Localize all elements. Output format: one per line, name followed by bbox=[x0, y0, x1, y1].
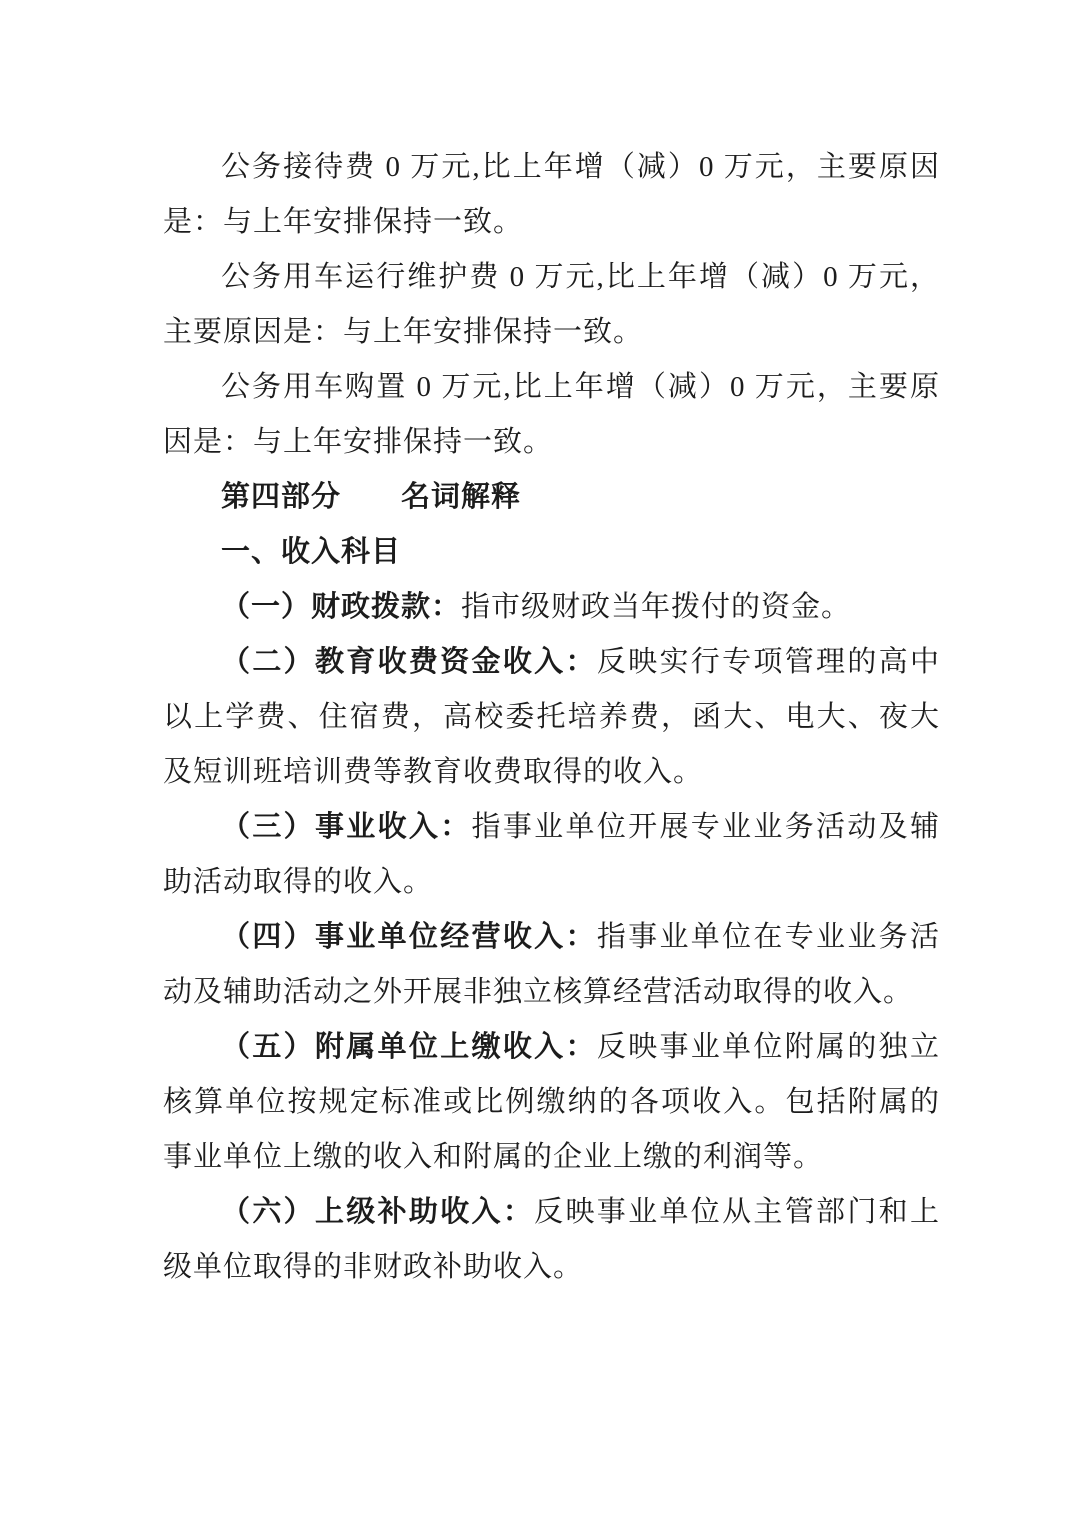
glossary-item-institution-operating-income bbox=[163, 910, 940, 1020]
glossary-item-affiliated-unit-remittance bbox=[163, 1020, 940, 1185]
glossary-term: （五）附属单位上缴收入： bbox=[221, 1031, 597, 1063]
glossary-definition: 指事业单位在专业业务活动及辅助活动之外开展非独立核算经营活动取得的收入。 bbox=[163, 921, 940, 1008]
section-heading-income-items: 一、收入科目 bbox=[221, 536, 402, 568]
paragraph-official-reception-fee: 公务接待费 0 万元,比上年增（减）0 万元，主要原因是：与上年安排保持一致。 bbox=[163, 151, 940, 238]
glossary-item-institution-income bbox=[163, 800, 940, 910]
glossary-term: （三）事业收入： bbox=[221, 811, 472, 843]
paragraph-vehicle-operation-fee: 公务用车运行维护费 0 万元,比上年增（减）0 万元，主要原因是：与上年安排保持一致。 bbox=[163, 261, 940, 348]
glossary-term: （一）财政拨款： bbox=[221, 591, 462, 623]
glossary-definition: 反映实行专项管理的高中以上学费、住宿费，高校委托培养费，函大、电大、夜大及短训班培训费等教育收费取得的收入。 bbox=[163, 646, 940, 788]
glossary-term: （六）上级补助收入： bbox=[221, 1196, 535, 1228]
document-content bbox=[163, 140, 940, 1295]
glossary-definition: 指市级财政当年拨付的资金。 bbox=[461, 591, 852, 623]
glossary-item-superior-subsidy-income bbox=[163, 1185, 940, 1295]
glossary-definition: 反映事业单位附属的独立核算单位按规定标准或比例缴纳的各项收入。包括附属的事业单位上缴的收入和附属的企业上缴的利润等。 bbox=[163, 1031, 940, 1173]
glossary-definition: 反映事业单位从主管部门和上级单位取得的非财政补助收入。 bbox=[163, 1196, 940, 1283]
glossary-definition: 指事业单位开展专业业务活动及辅助活动取得的收入。 bbox=[163, 811, 940, 898]
glossary-item-fiscal-appropriation bbox=[163, 580, 940, 635]
glossary-term: （四）事业单位经营收入： bbox=[221, 921, 597, 953]
glossary-term: （二）教育收费资金收入： bbox=[221, 646, 597, 678]
glossary-item-education-fee-income bbox=[163, 635, 940, 800]
paragraph-vehicle-purchase-fee: 公务用车购置 0 万元,比上年增（减）0 万元，主要原因是：与上年安排保持一致。 bbox=[163, 371, 940, 458]
part-heading: 第四部分 名词解释 bbox=[221, 481, 522, 513]
